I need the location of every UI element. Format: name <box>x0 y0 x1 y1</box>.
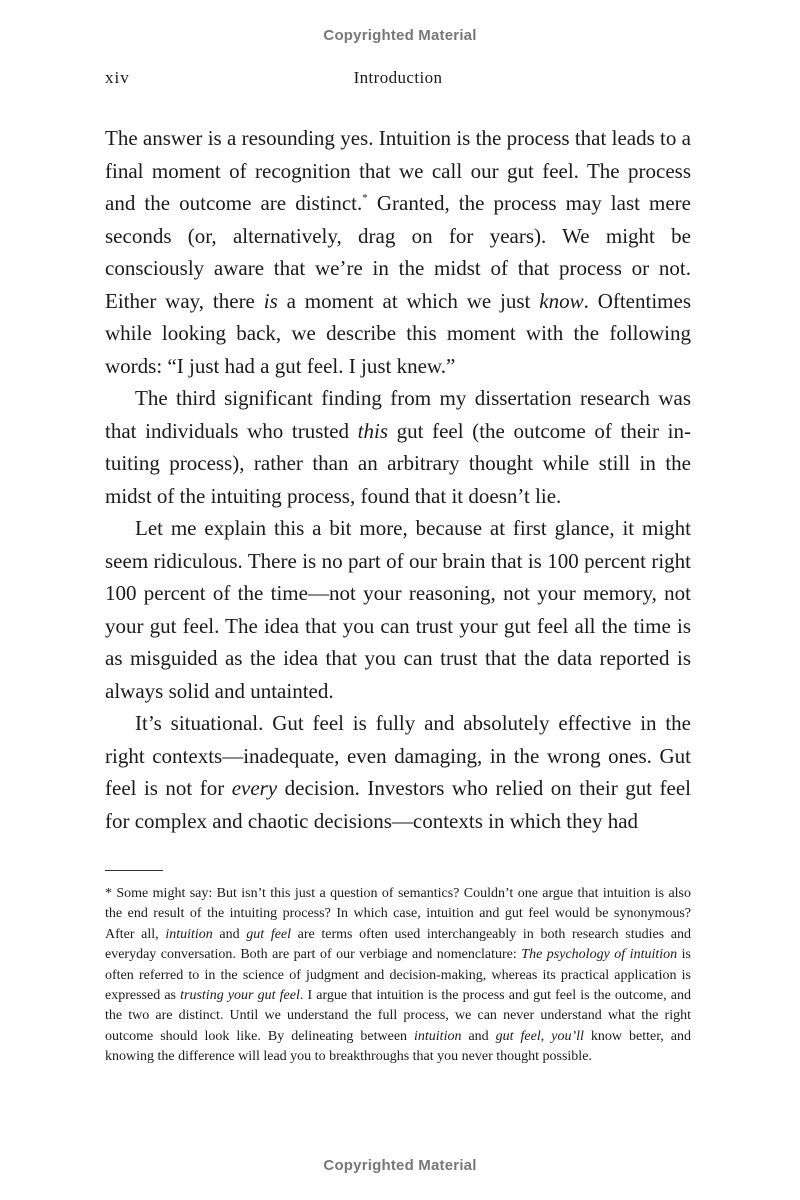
copyright-watermark-bottom: Copyrighted Material <box>323 1157 477 1174</box>
footnote-marker[interactable]: * <box>362 192 368 204</box>
copyright-watermark-top: Copyrighted Material <box>323 27 477 44</box>
footnote: * Some might say: But isn’t this just a question of semantics? Couldn’t one argue that intuition is also the end result of the intuiting process? In which case, intuition and gut feel would be synonymous? After all, intuition and gut feel are terms often used interchangeably in both research studies and everyday conversation. Both are part of our verbiage and nomenclature: The psychology of intuition is often referred to in the science of judgment and decision-making, whereas its practical application is expressed as trusting your gut feel. I argue that intuition is the process and gut feel is the outcome, and the two are distinct. Until we understand the full process, we can never understand what the right outcome should look like. By delineating between intuition and gut feel, you’ll know better, and knowing the difference will lead you to breakthroughs that you never thought possible. <box>105 886 691 1065</box>
paragraph-4: It’s situational. Gut feel is fully and absolutely effective in the right contexts—inadequate, even damaging, in the wrong ones. Gut feel is not for every decision. Investors who relied on their gut feel for complex and chaotic decisions—contexts in which they had <box>105 711 691 833</box>
page-number: xiv <box>105 68 130 87</box>
paragraph-2: The third significant finding from my dissertation research was that individuals who trusted this gut feel (the outcome of their intuiting process), rather than an arbitrary thought while still in the midst of the intuiting process, found that it doesn’t lie. <box>105 386 691 508</box>
paragraph-1: The answer is a resounding yes. Intuition is the process that leads to a final moment of recognition that we call our gut feel. The process and the outcome are distinct.* Granted, the process may last mere seconds (or, alternatively, drag on for years). We might be consciously aware that we’re in the midst of that process or not. Either way, there is a moment at which we just know. Oftentimes while looking back, we describe this moment with the following words: “I just had a gut feel. I just knew.” <box>105 126 692 378</box>
body-text <box>105 122 691 837</box>
footnote-divider <box>105 870 163 871</box>
running-head <box>105 68 691 90</box>
paragraph-3: Let me explain this a bit more, because at first glance, it might seem ridiculous. There is no part of our brain that is 100 percent right 100 percent of the time—not your reasoning, not your memory, not your gut feel. The idea that you can trust your gut feel all the time is as misguided as the idea that you can trust that the data reported is always solid and untainted. <box>105 516 691 703</box>
chapter-title: Introduction <box>353 68 443 87</box>
